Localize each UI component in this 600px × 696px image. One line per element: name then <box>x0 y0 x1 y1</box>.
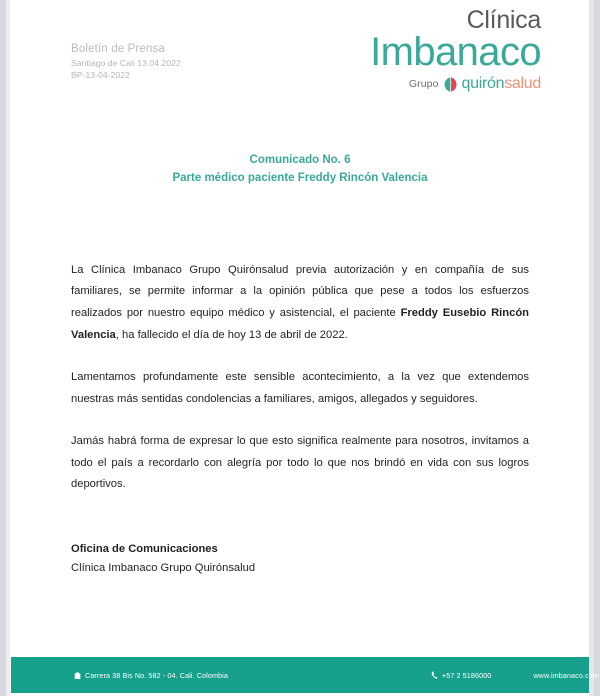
body-paragraph <box>71 431 529 497</box>
heading-line-2: Parte médico paciente Freddy Rincón Valencia <box>172 171 428 184</box>
document-heading <box>11 152 589 188</box>
logo-grupo-label: Grupo <box>408 78 439 90</box>
phone-icon <box>431 671 438 679</box>
signature-organization: Clínica Imbanaco Grupo Quirónsalud <box>71 562 256 575</box>
footer-phone-item <box>431 671 491 680</box>
body-paragraph <box>71 367 529 411</box>
body-text-run: Jamás habrá forma de expresar lo que esto significa realmente para nosotros, invitamos a todo el país a recordarlo con alegría por todo lo que nos brindó en vida con sus logros deportivos. <box>71 434 529 491</box>
footer-website-item[interactable] <box>533 671 599 680</box>
footer-website-text[interactable]: www.imbanaco.com <box>533 670 599 680</box>
document-footer <box>11 657 599 693</box>
logo-imbanaco-word: Imbanaco <box>370 30 541 74</box>
bulletin-block <box>71 42 181 82</box>
logo-grupo-row <box>281 76 541 92</box>
clinica-imbanaco-logo <box>281 8 541 92</box>
building-icon <box>74 672 81 679</box>
heading-line-1: Comunicado No. 6 <box>249 154 351 166</box>
footer-phone-text: +57 2 5186000 <box>441 670 492 680</box>
logo-clinica-word: Clínica <box>466 6 541 34</box>
body-paragraph <box>71 260 529 347</box>
logo-brand-text <box>462 75 541 93</box>
footer-address-item <box>74 671 228 680</box>
quironsalud-leaf-icon <box>444 77 457 92</box>
footer-address-text: Carrera 38 Bis No. 582 - 04. Cali. Colombia <box>85 670 228 680</box>
signature-office: Oficina de Comunicaciones <box>71 543 218 556</box>
bulletin-reference: BP-13-04-2022 <box>71 69 130 80</box>
document-page <box>11 0 599 696</box>
bulletin-city-date: Santiago de Cali 13.04.2022 <box>71 57 181 68</box>
body-text-run: La Clínica Imbanaco Grupo Quirónsalud previa autorización y en compañía de sus familiares, se permite informar a la opinión pública que pese a todos los esfuerzos realizados por nuestro equipo médico y asistencial, el paciente <box>71 263 529 320</box>
bulletin-title: Boletín de Prensa <box>71 43 165 55</box>
body-text-emphasis: Freddy Eusebio Rincón Valencia <box>71 307 529 342</box>
document-body <box>71 260 529 497</box>
body-text-run: Lamentamos profundamente este sensible acontecimiento, a la vez que extendemos nuestras más sentidas condolencias a familiares, amigos, allegados y seguidores. <box>71 371 529 405</box>
logo-salud-part: salud <box>504 75 541 92</box>
body-text-run: , ha fallecido el día de hoy 13 de abril de 2022. <box>115 329 348 342</box>
signature-block <box>71 540 529 578</box>
logo-quiron-part: quirón <box>461 75 505 92</box>
document-header <box>11 0 589 112</box>
